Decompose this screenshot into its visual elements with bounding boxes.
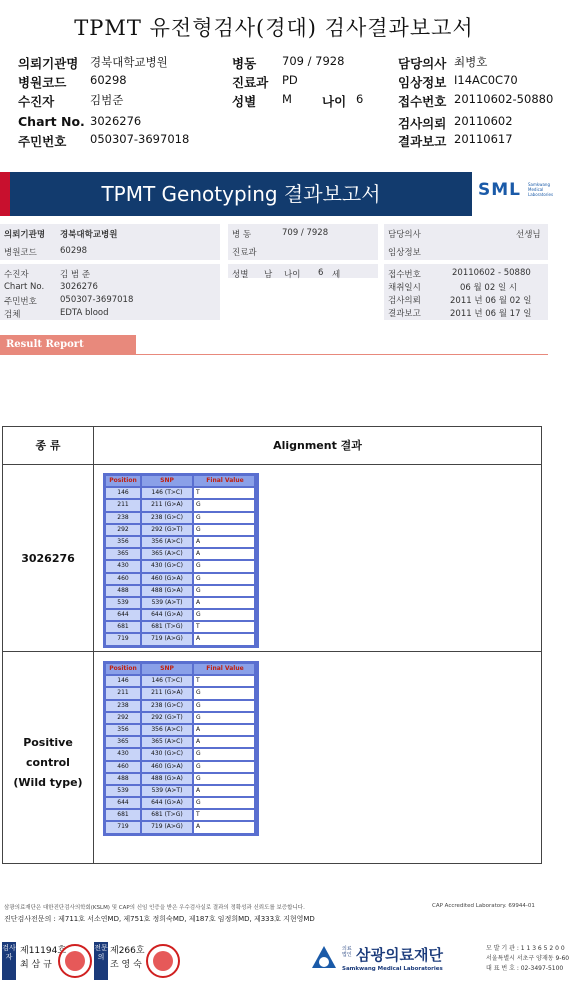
- snp-header-row: [105, 475, 257, 487]
- inst-label: 의뢰기관명: [18, 56, 79, 71]
- id-value: 050307-3697018: [60, 295, 134, 305]
- dept-label: 진료과: [232, 248, 257, 258]
- snp-variant-cell: 365 (A>C): [141, 736, 193, 748]
- snp-variant-cell: 681 (T>G): [141, 809, 193, 821]
- snp-variant-cell: 365 (A>C): [141, 548, 193, 560]
- snp-variant-cell: 460 (G>A): [141, 573, 193, 585]
- snp-final-value-cell: A: [193, 736, 255, 748]
- patient-label: 수진자: [18, 94, 55, 109]
- snp-variant-cell: 460 (G>A): [141, 761, 193, 773]
- result-report-tab: Result Report: [0, 335, 136, 355]
- snp-row: [105, 609, 257, 621]
- request-value: 20110602: [454, 114, 513, 128]
- snp-header-cell: SNP: [141, 475, 193, 487]
- snp-variant-cell: 719 (A>G): [141, 821, 193, 833]
- table-header: [3, 427, 541, 465]
- snp-row: [105, 712, 257, 724]
- snp-row: [105, 548, 257, 560]
- col-alignment-header: Alignment 결과: [273, 439, 362, 452]
- snp-position-cell: 681: [105, 621, 141, 633]
- snp-position-cell: 719: [105, 633, 141, 645]
- inst-label: 의뢰기관명: [4, 230, 46, 240]
- snp-position-cell: 211: [105, 687, 141, 699]
- doctor-label: 담당의사: [388, 230, 421, 240]
- specialist-name: 조 영 숙: [110, 960, 142, 970]
- age-value: 6: [356, 92, 364, 106]
- snp-row: [105, 821, 257, 833]
- code-label: 병원코드: [18, 75, 67, 90]
- snp-row: [105, 736, 257, 748]
- snp-variant-cell: 644 (G>A): [141, 797, 193, 809]
- request-value: 2011 년 06 월 02 일: [450, 296, 532, 306]
- specimen-value: EDTA blood: [60, 308, 109, 318]
- code-label: 병원코드: [4, 248, 37, 258]
- snp-final-value-cell: T: [193, 809, 255, 821]
- org-name: 삼광의료재단: [356, 946, 443, 964]
- header-row: [18, 54, 548, 72]
- age-label: 나이: [322, 94, 347, 109]
- snp-variant-cell: 238 (G>C): [141, 512, 193, 524]
- snp-variant-cell: 146 (T>C): [141, 675, 193, 687]
- examiner-number: 제11194호: [20, 946, 67, 956]
- sample-label-line: 3026276: [21, 552, 75, 565]
- snp-position-cell: 539: [105, 785, 141, 797]
- sex-label: 성별: [232, 270, 249, 280]
- doctor-label: 담당의사: [398, 56, 447, 71]
- snp-position-cell: 681: [105, 809, 141, 821]
- code-value: 60298: [90, 73, 127, 87]
- snp-variant-cell: 292 (G>T): [141, 712, 193, 724]
- header-row: [18, 114, 548, 132]
- chart-value: 3026276: [60, 282, 98, 292]
- snp-variant-cell: 539 (A>T): [141, 785, 193, 797]
- snp-variant-cell: 211 (G>A): [141, 687, 193, 699]
- control-label-line: control: [26, 756, 70, 769]
- row-divider: [3, 651, 541, 652]
- doctor-value: 최병호: [454, 55, 488, 69]
- receipt-label: 접수번호: [398, 94, 447, 109]
- snp-row: [105, 621, 257, 633]
- receipt-value: 20110602-50880: [454, 92, 554, 106]
- org-contact-line: 대 표 번 호 : 02-3497-5100: [486, 965, 564, 972]
- result-date-value: 20110617: [454, 132, 513, 146]
- chart-label: Chart No.: [18, 114, 85, 129]
- snp-variant-cell: 719 (A>G): [141, 633, 193, 645]
- sex-label: 성별: [232, 94, 257, 109]
- column-divider: [93, 427, 94, 863]
- specialists-line: 진단검사전문의 : 제711호 서소연MD, 제751호 정희숙MD, 제187호 임정희MD, 제333호 지현영MD: [4, 915, 315, 923]
- snp-final-value-cell: G: [193, 748, 255, 760]
- snp-variant-cell: 356 (A>C): [141, 724, 193, 736]
- snp-row: [105, 499, 257, 511]
- org-contact-line: 서울특별시 서초구 양재동 9-60: [486, 955, 569, 962]
- snp-table-control: [103, 661, 259, 836]
- snp-final-value-cell: A: [193, 785, 255, 797]
- alignment-table: [2, 426, 542, 864]
- id-label: 주민번호: [18, 134, 67, 149]
- snp-final-value-cell: G: [193, 585, 255, 597]
- banner-title: TPMT Genotyping 결과보고서: [101, 182, 381, 206]
- control-label-line: (Wild type): [13, 776, 83, 789]
- cap-accreditation: CAP Accredited Laboratory. 69944-01: [432, 903, 535, 909]
- result-date-label: 결과보고: [388, 309, 421, 319]
- snp-row: [105, 573, 257, 585]
- result-report-divider: [136, 354, 548, 355]
- age-unit: 세: [332, 270, 341, 280]
- header-row: [18, 132, 548, 150]
- snp-final-value-cell: T: [193, 487, 255, 499]
- snp-row: [105, 536, 257, 548]
- control-label-line: Positive: [23, 736, 73, 749]
- info-box: [228, 264, 378, 278]
- banner-accent: [0, 172, 10, 216]
- snp-final-value-cell: G: [193, 609, 255, 621]
- snp-variant-cell: 238 (G>C): [141, 700, 193, 712]
- snp-position-cell: 365: [105, 736, 141, 748]
- sex-value: M: [282, 92, 292, 106]
- specialist-box: 전문의: [94, 942, 108, 980]
- snp-position-cell: 146: [105, 487, 141, 499]
- signature-area: [0, 940, 569, 984]
- snp-position-cell: 292: [105, 712, 141, 724]
- snp-header-row: [105, 663, 257, 675]
- snp-position-cell: 365: [105, 548, 141, 560]
- snp-final-value-cell: G: [193, 560, 255, 572]
- snp-position-cell: 488: [105, 585, 141, 597]
- col-type-header: 종 류: [35, 439, 61, 452]
- sml-logo-subtext: Samkwang Medical Laboratories: [528, 182, 554, 197]
- snp-variant-cell: 644 (G>A): [141, 609, 193, 621]
- snp-header-cell: Position: [105, 663, 141, 675]
- org-contact-line: 모 발 기 관 : 1 1 3 6 5 2 0 0: [486, 945, 565, 952]
- snp-final-value-cell: G: [193, 700, 255, 712]
- snp-final-value-cell: A: [193, 724, 255, 736]
- snp-row: [105, 512, 257, 524]
- snp-final-value-cell: A: [193, 633, 255, 645]
- dept-label: 진료과: [232, 75, 269, 90]
- snp-final-value-cell: A: [193, 536, 255, 548]
- sample-label: [3, 549, 93, 569]
- snp-header-cell: Final Value: [193, 663, 255, 675]
- snp-row: [105, 785, 257, 797]
- snp-row: [105, 761, 257, 773]
- genotyping-report: [0, 168, 554, 886]
- snp-final-value-cell: T: [193, 621, 255, 633]
- snp-final-value-cell: G: [193, 797, 255, 809]
- snp-position-cell: 211: [105, 499, 141, 511]
- snp-header-cell: Final Value: [193, 475, 255, 487]
- snp-row: [105, 487, 257, 499]
- report-banner: [0, 172, 554, 216]
- sex-value: 남: [264, 270, 273, 280]
- snp-variant-cell: 211 (G>A): [141, 499, 193, 511]
- ward-label: 병 동: [232, 230, 252, 240]
- snp-final-value-cell: G: [193, 687, 255, 699]
- snp-row: [105, 724, 257, 736]
- patient-label: 수진자: [4, 270, 29, 280]
- doctor-value: 선생님: [516, 230, 541, 240]
- org-type: 의료법인: [342, 946, 352, 958]
- request-label: 검사의뢰: [398, 116, 447, 131]
- age-label: 나이: [284, 270, 301, 280]
- specimen-label: 검체: [4, 310, 21, 320]
- snp-row: [105, 748, 257, 760]
- snp-variant-cell: 430 (G>C): [141, 748, 193, 760]
- snp-row: [105, 797, 257, 809]
- result-date-value: 2011 년 06 월 17 일: [450, 309, 532, 319]
- snp-final-value-cell: T: [193, 675, 255, 687]
- snp-final-value-cell: A: [193, 548, 255, 560]
- snp-header-cell: SNP: [141, 663, 193, 675]
- receipt-value: 20110602 - 50880: [452, 268, 531, 278]
- dept-value: PD: [282, 73, 298, 87]
- snp-final-value-cell: G: [193, 712, 255, 724]
- examiner-seal-icon: [58, 944, 92, 978]
- sml-logo-text: SML: [478, 180, 521, 200]
- age-value: 6: [318, 268, 324, 278]
- snp-table-sample: [103, 473, 259, 648]
- examiner-name: 최 삼 규: [20, 960, 52, 970]
- ward-value: 709 / 7928: [282, 228, 329, 238]
- snp-final-value-cell: A: [193, 597, 255, 609]
- specialist-number: 제266호: [110, 946, 145, 956]
- snp-position-cell: 146: [105, 675, 141, 687]
- snp-position-cell: 356: [105, 724, 141, 736]
- samkwang-logo-icon: [310, 944, 338, 972]
- control-label: [3, 733, 93, 793]
- snp-variant-cell: 430 (G>C): [141, 560, 193, 572]
- snp-row: [105, 675, 257, 687]
- id-label: 주민번호: [4, 297, 37, 307]
- code-value: 60298: [60, 246, 88, 256]
- patient-value: 김범준: [90, 93, 124, 107]
- inst-value: 경북대학교병원: [90, 55, 168, 69]
- snp-final-value-cell: G: [193, 499, 255, 511]
- snp-header-cell: Position: [105, 475, 141, 487]
- clinical-label: 임상정보: [388, 248, 421, 258]
- snp-row: [105, 809, 257, 821]
- snp-position-cell: 430: [105, 748, 141, 760]
- snp-position-cell: 488: [105, 773, 141, 785]
- snp-final-value-cell: G: [193, 773, 255, 785]
- ward-label: 병동: [232, 56, 257, 71]
- collect-value: 06 월 02 일 시: [460, 283, 518, 293]
- snp-variant-cell: 681 (T>G): [141, 621, 193, 633]
- snp-position-cell: 460: [105, 573, 141, 585]
- accreditation-note: 삼광의료재단은 대한진단검사의학회(KSLM) 및 CAP의 신임 인증을 받은 우수검사실로 결과의 정확성과 신뢰도를 보증합니다.: [4, 905, 305, 911]
- request-label: 검사의뢰: [388, 296, 421, 306]
- clinical-value: I14AC0C70: [454, 73, 518, 87]
- id-value: 050307-3697018: [90, 132, 190, 146]
- sml-logo: [478, 178, 554, 212]
- snp-row: [105, 687, 257, 699]
- examiner-box: 검사자: [2, 942, 16, 980]
- org-contact: [486, 944, 569, 974]
- org-name-english: Samkwang Medical Laboratories: [342, 966, 443, 972]
- snp-position-cell: 644: [105, 797, 141, 809]
- snp-variant-cell: 146 (T>C): [141, 487, 193, 499]
- snp-row: [105, 773, 257, 785]
- chart-label: Chart No.: [4, 282, 45, 292]
- snp-row: [105, 597, 257, 609]
- ward-value: 709 / 7928: [282, 54, 345, 68]
- snp-final-value-cell: G: [193, 524, 255, 536]
- snp-position-cell: 238: [105, 512, 141, 524]
- snp-variant-cell: 356 (A>C): [141, 536, 193, 548]
- snp-row: [105, 524, 257, 536]
- snp-position-cell: 539: [105, 597, 141, 609]
- snp-row: [105, 560, 257, 572]
- snp-final-value-cell: G: [193, 512, 255, 524]
- info-box: [0, 264, 220, 320]
- patient-value: 김 범 준: [60, 270, 91, 280]
- snp-row: [105, 633, 257, 645]
- snp-variant-cell: 539 (A>T): [141, 597, 193, 609]
- clinical-label: 임상정보: [398, 75, 447, 90]
- snp-final-value-cell: G: [193, 761, 255, 773]
- specialist-seal-icon: [146, 944, 180, 978]
- specialist-stamp: [110, 944, 145, 972]
- collect-label: 채취일시: [388, 283, 421, 293]
- header-row: [18, 73, 548, 91]
- snp-position-cell: 644: [105, 609, 141, 621]
- header-row: [18, 92, 554, 110]
- snp-position-cell: 460: [105, 761, 141, 773]
- snp-position-cell: 292: [105, 524, 141, 536]
- chart-value: 3026276: [90, 114, 142, 128]
- receipt-label: 접수번호: [388, 270, 421, 280]
- snp-row: [105, 585, 257, 597]
- snp-position-cell: 356: [105, 536, 141, 548]
- snp-variant-cell: 488 (G>A): [141, 773, 193, 785]
- snp-final-value-cell: G: [193, 573, 255, 585]
- snp-position-cell: 238: [105, 700, 141, 712]
- report-title: TPMT 유전형검사(경대) 검사결과보고서: [74, 16, 474, 40]
- snp-position-cell: 430: [105, 560, 141, 572]
- snp-variant-cell: 488 (G>A): [141, 585, 193, 597]
- snp-position-cell: 719: [105, 821, 141, 833]
- snp-final-value-cell: A: [193, 821, 255, 833]
- snp-variant-cell: 292 (G>T): [141, 524, 193, 536]
- snp-row: [105, 700, 257, 712]
- result-date-label: 결과보고: [398, 134, 447, 149]
- inst-value: 경북대학교병원: [60, 230, 118, 240]
